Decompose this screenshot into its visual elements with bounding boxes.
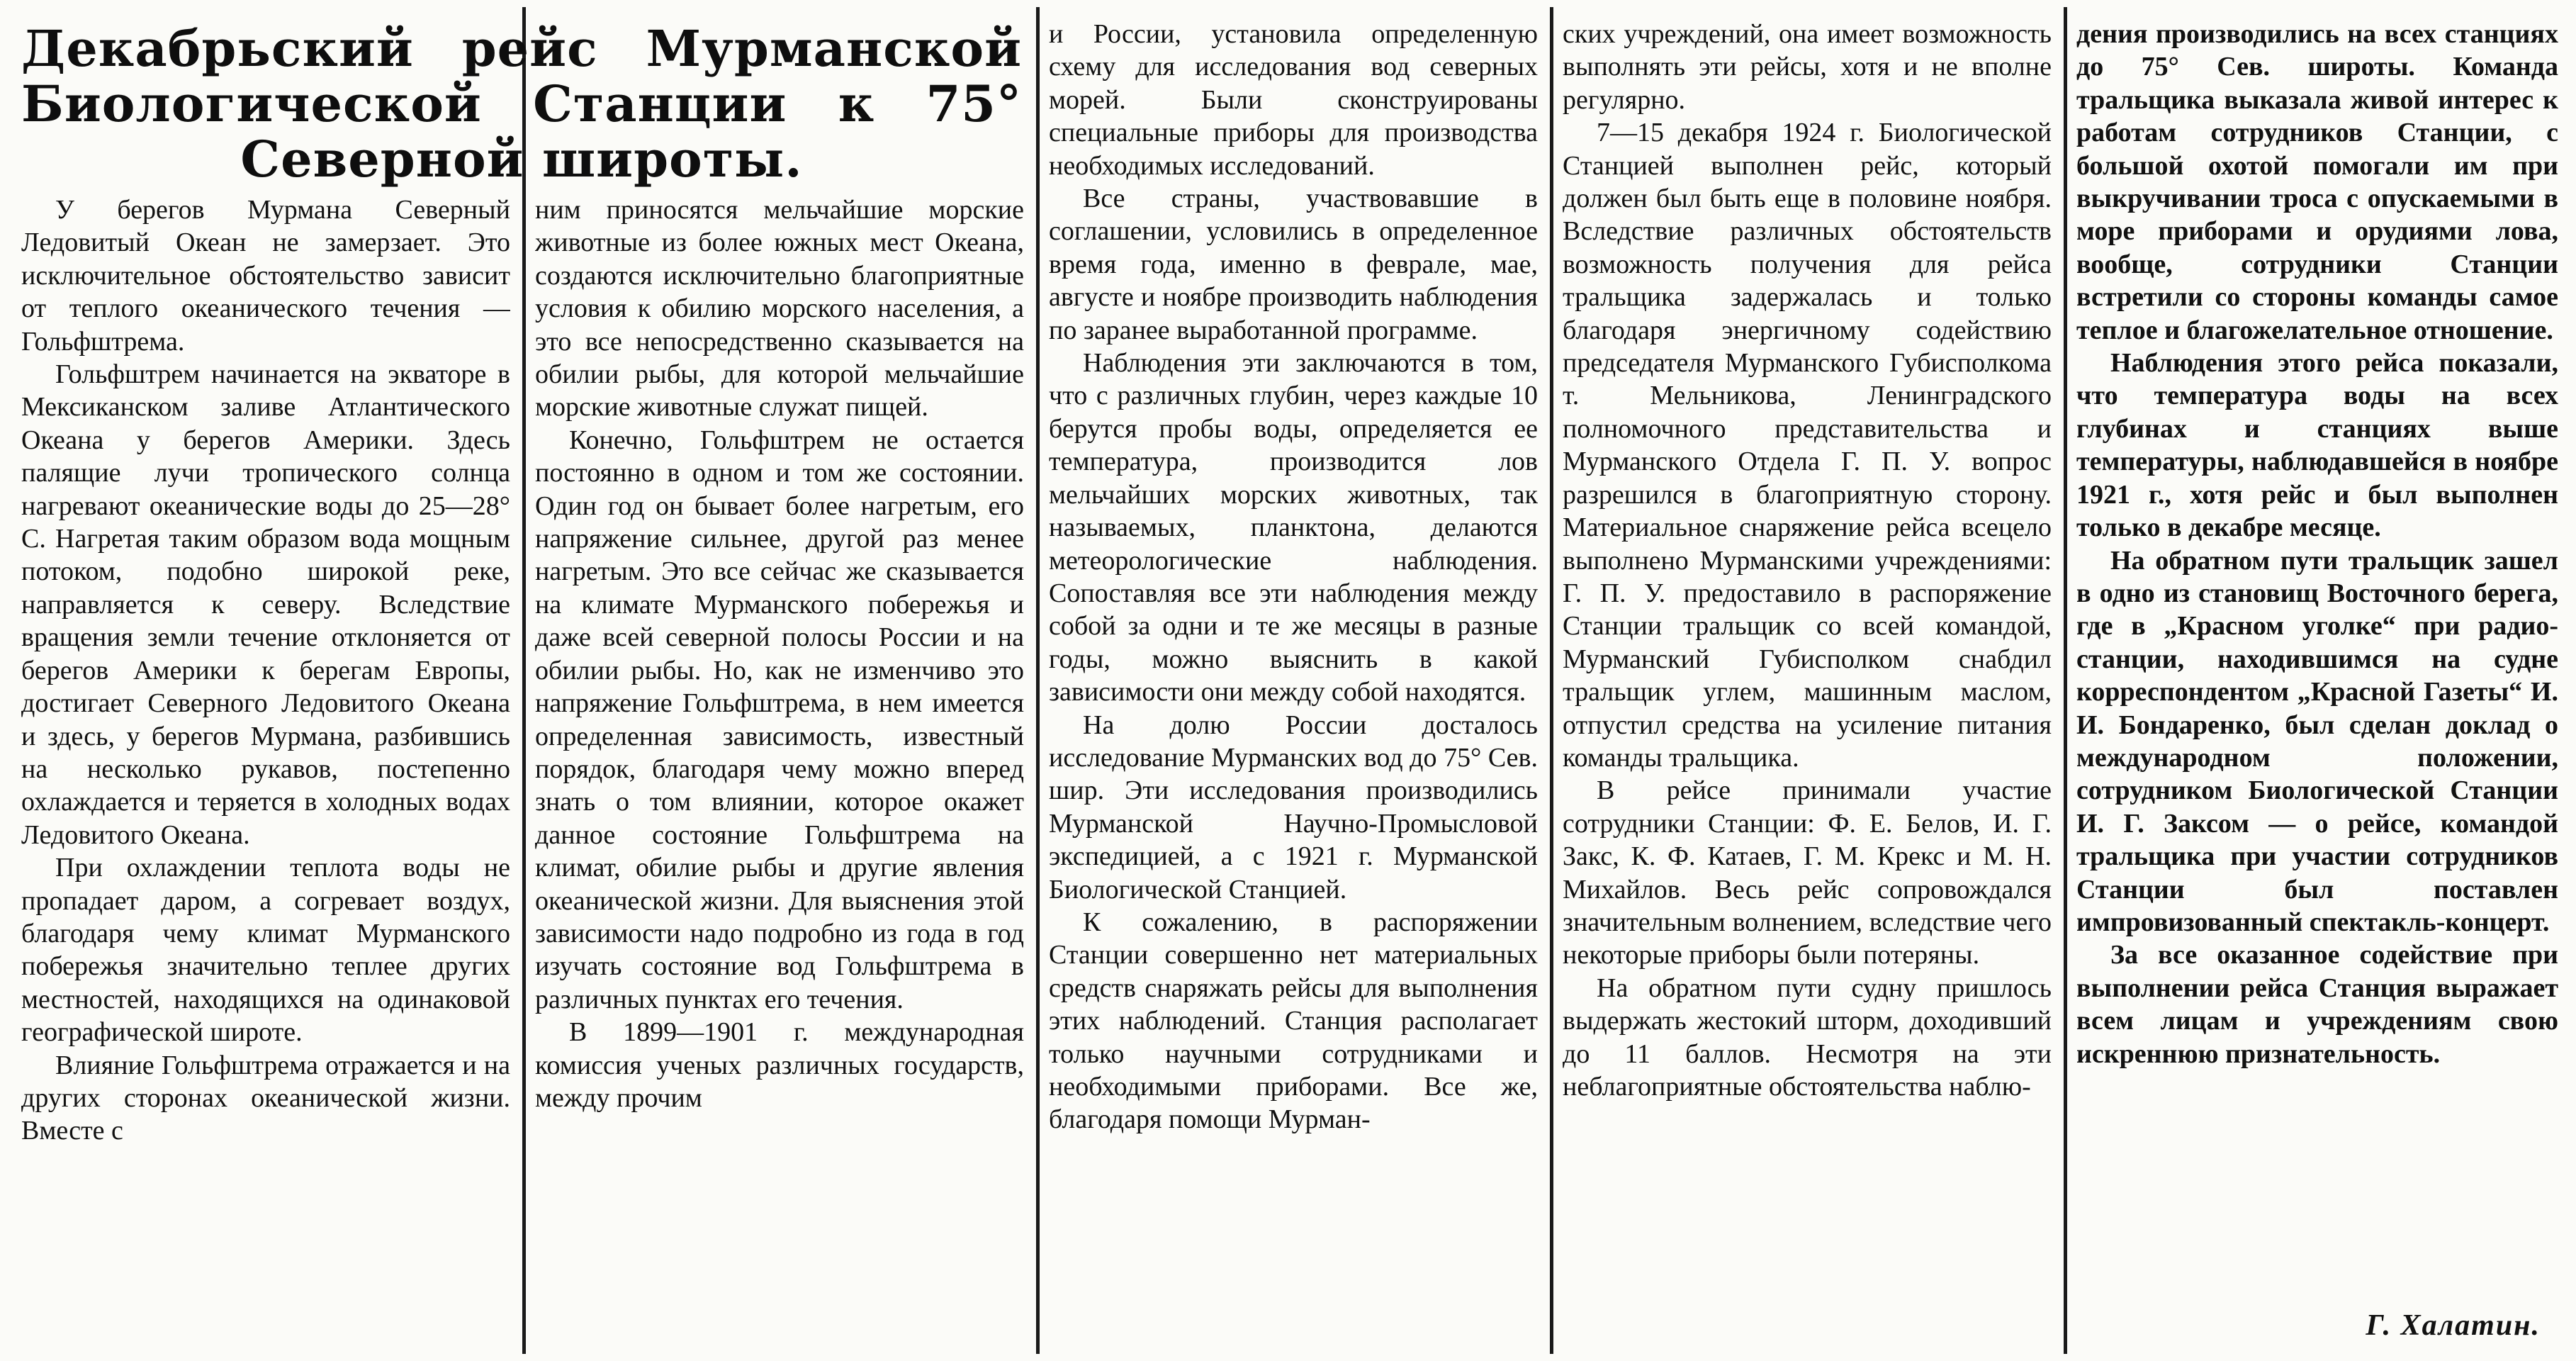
- paragraph: За все оказанное содействие при выполнении рейса Станция выражает всем лицам и учреждениям свою искреннюю признательность.: [2076, 940, 2558, 1069]
- article-column-3: [1049, 18, 1538, 1136]
- paragraph: Влияние Гольфштрема отражается и на других сторонах океанической жизни. Вместе с: [21, 1050, 510, 1146]
- paragraph: У берегов Мурмана Северный Ледовитый Океан не замерзает. Это исключительное обстоятельство зависит от теплого океанического течения — Гольфштрема.: [21, 195, 510, 357]
- paragraph: В рейсе принимали участие сотрудники Станции: Ф. Е. Белов, И. Г. Закс, К. Ф. Катаев, Г. М. Крекс и М. Н. Михайлов. Весь рейс сопровождался значительным волнением, вследствие чего некоторые приборы были потеряны.: [1563, 775, 2052, 970]
- paragraph: На долю России досталось исследование Мурманских вод до 75° Сев. шир. Эти исследования производились Мурманской Научно-Промысловой экспедицией, а с 1921 г. Мурманской Биологической Станцией.: [1049, 710, 1538, 904]
- article-column-4: [1563, 18, 2052, 1103]
- paragraph: На обратном пути судну пришлось выдержать жестокий шторм, доходивший до 11 баллов. Несмотря на эти неблагоприятные обстоятельства наблю-: [1563, 973, 2052, 1102]
- article-headline: Декабрьский рейс Мурманской Биологической Станции к 75° Северной широты.: [21, 19, 1022, 189]
- paragraph: К сожалению, в распоряжении Станции совершенно нет материальных средств снаряжать рейсы для выполнения этих наблюдений. Станция располагает только научными сотрудниками и необходимыми приборами. Все же, благодаря помощи Мурман-: [1049, 907, 1538, 1135]
- paragraph: В 1899—1901 г. международная комиссия ученых различных государств, между прочим: [535, 1017, 1024, 1113]
- column-rule-1: [522, 7, 526, 1354]
- paragraph: 7—15 декабря 1924 г. Биологической Станцией выполнен рейс, который должен был быть еще в половине ноября. Вследствие различных обстоятельств возможность получения для рейса тральщика задержалась и только благодаря энергичному содействию председателя Мурманского Губисполкома т. Мельникова, Ленинградского полномочного представительства и Мурманского Отдела Г. П. У. вопрос разрешился в благоприятную сторону. Материальное снаряжение рейса всецело выполнено Мурманскими учреждениями: Г. П. У. предоставило в распоряжение Станции тральщик со всей командой, Мурманский Губисполком снабдил тральщик углем, машинным маслом, отпустил средства на усиление питания команды тральщика.: [1563, 118, 2052, 773]
- column-rule-2: [1036, 7, 1040, 1354]
- paragraph: Конечно, Гольфштрем не остается постоянно в одном и том же состоянии. Один год он бывает более нагретым, его напряжение сильнее, другой раз менее нагретым. Это все сейчас же сказывается на климате Мурманского побережья и даже всей северной полосы России и на обилии рыбы. Но, как не изменчиво это напряжение Гольфштрема, в нем имеется определенная зависимость, известный порядок, благодаря чему можно вперед знать о том влиянии, которое окажет данное состояние Гольфштрема на климат, обилие рыбы и другие явления океанической жизни. Для выяснения этой зависимости надо подробно из года в год изучать состояние вод Гольфштрема в различных пунктах его течения.: [535, 425, 1024, 1014]
- article-column-1: [21, 194, 510, 1148]
- paragraph-continued: и России, установила определенную схему для исследования вод северных морей. Были сконструированы специальные приборы для производства необходимых исследований.: [1049, 19, 1538, 181]
- paragraph: При охлаждении теплота воды не пропадает даром, а согревает воздух, благодаря чему климат Мурманского побережья значительно теплее других местностей, находящихся на одинаковой географической широте.: [21, 853, 510, 1048]
- column-rule-3: [1550, 7, 1553, 1354]
- column-rule-4: [2064, 7, 2067, 1354]
- paragraph-continued: дения производились на всех станциях до 75° Сев. широты. Команда тральщика выказала живой интерес к работам сотрудников Станции, с большой охотой помогали им при выкручивании троса с опускаемыми в море приборами и орудиями лова, вообще, сотрудники Станции встретили со стороны команды самое теплое и благожелательное отношение.: [2076, 19, 2558, 345]
- paragraph: На обратном пути тральщик зашел в одно из становищ Восточного берега, где в „Красном уголке“ при радио-станции, находившимся на судне корреспондентом „Красной Газеты“ И. И. Бондаренко, был сделан доклад о международном положении, сотрудником Биологической Станции И. Г. Заксом — о рейсе, командой тральщика при участии сотрудников Станции был поставлен импровизованный спектакль-концерт.: [2076, 545, 2558, 937]
- paragraph: Наблюдения этого рейса показали, что температура воды на всех глубинах и станциях выше температуры, наблюдавшейся в ноябре 1921 г., хотя рейс и был выполнен только в декабре месяце.: [2076, 348, 2558, 543]
- author-signature: Г. Халатин.: [2366, 1309, 2541, 1342]
- paragraph: Гольфштрем начинается на экваторе в Мексиканском заливе Атлантического Океана у берегов Америки. Здесь палящие лучи тропического солнца нагревают океанические воды до 25—28° С. Нагретая таким образом вода мощным потоком, подобно широкой реке, направляется к северу. Вследствие вращения земли течение отклоняется от берегов Америки к берегам Европы, достигает Северного Ледовитого Океана и здесь, у берегов Мурмана, разбившись на несколько рукавов, постепенно охлаждается и теряется в холодных водах Ледовитого Океана.: [21, 359, 510, 850]
- article-column-5: [2076, 18, 2558, 1070]
- paragraph-continued: ним приносятся мельчайшие морские животные из более южных мест Океана, создаются исключительно благоприятные условия к обилию морского населения, а это все непосредственно сказывается на обилии рыбы, для которой мельчайшие морские животные служат пищей.: [535, 195, 1024, 422]
- article-column-2: [535, 194, 1024, 1114]
- paragraph: Все страны, участвовавшие в соглашении, условились в определенное время года, именно в феврале, мае, августе и ноябре производить наблюдения по заранее выработанной программе.: [1049, 184, 1538, 345]
- paragraph: Наблюдения эти заключаются в том, что с различных глубин, через каждые 10 берутся пробы воды, определяется ее температура, производится лов мельчайших морских животных, так называемых, планктона, делаются метеорологические наблюдения. Сопоставляя все эти наблюдения между собой за одни и те же месяцы в разные годы, можно выяснить в какой зависимости они между собой находятся.: [1049, 348, 1538, 707]
- paragraph-continued: ских учреждений, она имеет возможность выполнять эти рейсы, хотя и не вполне регулярно.: [1563, 19, 2052, 115]
